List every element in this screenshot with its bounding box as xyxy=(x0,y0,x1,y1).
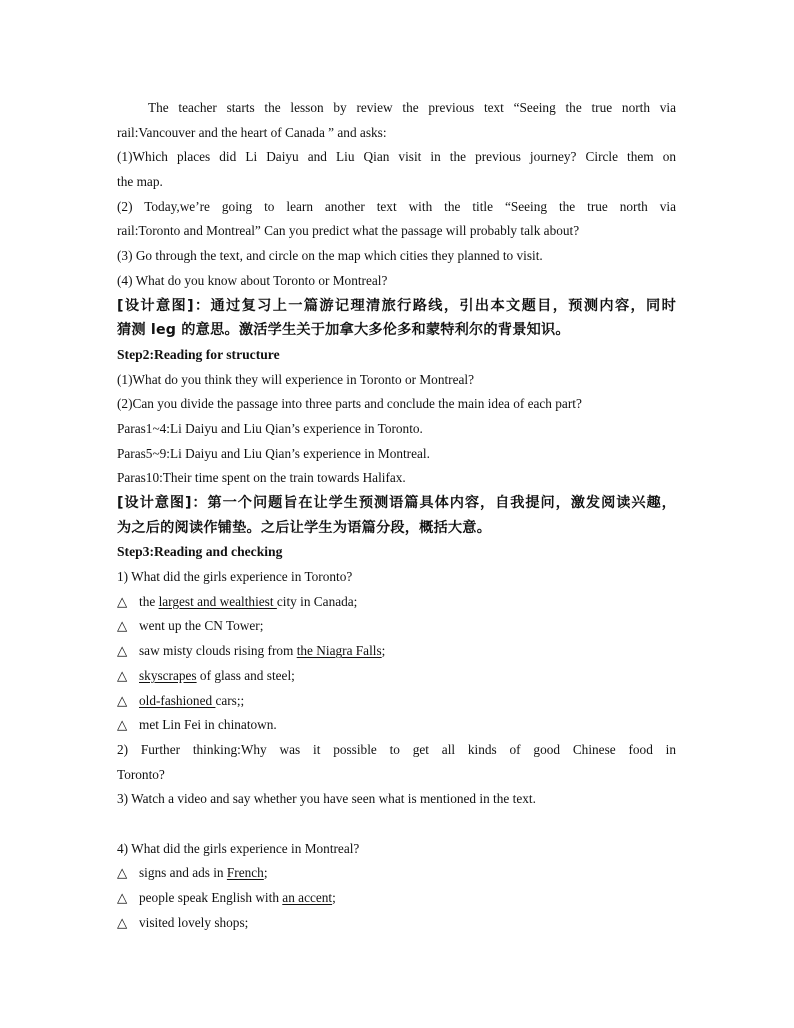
item-text: ; xyxy=(381,643,386,659)
toronto-item-3 xyxy=(117,639,676,664)
intro-line-2: rail:Vancouver and the heart of Canada ” and asks: xyxy=(117,124,387,140)
step3-question-2-line-2: Toronto? xyxy=(117,766,165,782)
toronto-item-5 xyxy=(117,689,676,714)
intro-line-1: The teacher starts the lesson by review the previous text “Seeing the true north via xyxy=(148,100,676,115)
triangle-bullet-icon: △ xyxy=(117,692,128,708)
step2-part-3: Paras10:Their time spent on the train towards Halifax. xyxy=(117,470,406,486)
step2-question-1: (1)What do you think they will experience in Toronto or Montreal? xyxy=(117,371,475,387)
triangle-bullet-icon: △ xyxy=(117,865,128,881)
step2-part-2: Paras5~9:Li Daiyu and Liu Qian’s experience in Montreal. xyxy=(117,445,430,461)
step3-question-4: 4) What did the girls experience in Montreal? xyxy=(117,840,360,856)
triangle-bullet-icon: △ xyxy=(117,914,128,930)
underlined-answer: French xyxy=(226,865,264,881)
triangle-bullet-icon: △ xyxy=(117,667,128,683)
montreal-item-1 xyxy=(117,861,676,886)
question-4: (4) What do you know about Toronto or Montreal? xyxy=(117,272,388,288)
item-text: met Lin Fei in chinatown. xyxy=(139,717,277,733)
montreal-item-2 xyxy=(117,886,676,911)
item-text: the xyxy=(139,593,159,609)
underlined-answer: the Niagra Falls xyxy=(296,643,382,659)
triangle-bullet-icon: △ xyxy=(117,890,128,905)
underlined-answer: largest and wealthiest xyxy=(158,593,277,609)
montreal-item-3 xyxy=(117,911,676,936)
item-text: visited lovely shops; xyxy=(139,914,249,930)
item-text: city in Canada; xyxy=(276,593,358,609)
toronto-item-2 xyxy=(117,614,676,639)
step2-part-1: Paras1~4:Li Daiyu and Liu Qian’s experience in Toronto. xyxy=(117,420,423,436)
question-2-line-2: rail:Toronto and Montreal” Can you predict what the passage will probably talk about? xyxy=(117,223,580,239)
toronto-item-4 xyxy=(117,664,676,689)
step3-question-3: 3) Watch a video and say whether you have seen what is mentioned in the text. xyxy=(117,791,536,807)
step3-question-2-line-1: 2) Further thinking:Why was it possible to get all kinds of good Chinese food in xyxy=(117,741,676,757)
item-text: people speak English with xyxy=(139,890,283,905)
step2-question-2: (2)Can you divide the passage into three parts and conclude the main idea of each part? xyxy=(117,396,582,412)
item-text: of glass and steel; xyxy=(196,667,295,683)
question-3: (3) Go through the text, and circle on the map which cities they planned to visit. xyxy=(117,248,543,264)
blank-line xyxy=(117,812,676,837)
step2-heading: Step2:Reading for structure xyxy=(117,346,280,362)
triangle-bullet-icon: △ xyxy=(117,593,128,609)
underlined-answer: old-fashioned xyxy=(139,692,216,708)
design-intent-2-line-2: 为之后的阅读作铺垫。之后让学生为语篇分段，概括大意。 xyxy=(117,519,492,536)
underlined-answer: skyscrapes xyxy=(139,667,197,683)
design-intent-1-line-2: 猜测 leg 的意思。激活学生关于加拿大多伦多和蒙特利尔的背景知识。 xyxy=(117,322,570,339)
triangle-bullet-icon: △ xyxy=(117,717,128,733)
triangle-bullet-icon: △ xyxy=(117,643,128,659)
item-text: saw misty clouds rising from xyxy=(139,643,297,659)
design-intent-1-line-1: [设计意图]：通过复习上一篇游记理清旅行路线，引出本文题目，预测内容，同时 xyxy=(117,297,676,314)
question-1-line-2: the map. xyxy=(117,174,163,190)
item-text: signs and ads in xyxy=(139,865,227,881)
triangle-bullet-icon: △ xyxy=(117,618,128,634)
toronto-item-1 xyxy=(117,590,676,615)
item-text: went up the CN Tower; xyxy=(139,618,264,634)
underlined-answer: an accent xyxy=(282,890,333,905)
item-text: ; xyxy=(263,865,268,881)
item-text: ; xyxy=(332,890,336,905)
step3-question-1: 1) What did the girls experience in Toronto? xyxy=(117,569,353,585)
design-intent-2-line-1: [设计意图]：第一个问题旨在让学生预测语篇具体内容，自我提问，激发阅读兴趣， xyxy=(117,495,676,511)
question-1-line-1: (1)Which places did Li Daiyu and Liu Qian visit in the previous journey? Circle them on xyxy=(117,149,676,165)
step3-heading: Step3:Reading and checking xyxy=(117,544,283,560)
document-body xyxy=(117,96,676,935)
toronto-item-6 xyxy=(117,713,676,738)
item-text: cars;; xyxy=(215,692,245,708)
question-2-line-1: (2) Today,we’re going to learn another text with the title “Seeing the true north via xyxy=(117,198,676,214)
